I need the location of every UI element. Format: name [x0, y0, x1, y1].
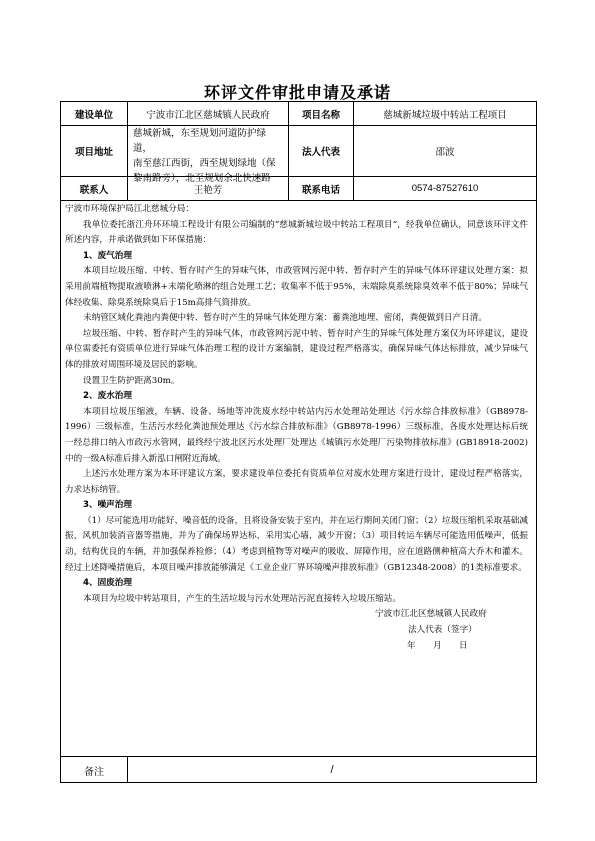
contact-value: 王艳芳: [193, 184, 223, 196]
project-location-line: 慈城新城，东至规划河道防护绿道，: [133, 128, 267, 154]
signature-legal-rep: 法人代表（签字）: [408, 625, 477, 636]
exhaust-paragraph: 设置卫生防护距离30m。: [83, 375, 180, 386]
legal-rep-value: 邵波: [435, 147, 455, 158]
exhaust-paragraph: 本项目垃圾压缩、中转、暂存时产生的异味气体，市政管网污泥中转、暂存时产生的异味气体环评建议处理方案：拟采用前端植物提取液喷淋+末端化喷淋的组合处理工艺；收集率不低于95%，末端除臭系统除臭效率不低于80%；异味气体经收集、除臭系统除臭后于15m高排气筒排放。: [65, 266, 528, 308]
section-heading-solid-waste: 4、固废治理: [83, 578, 132, 589]
exhaust-paragraph: 垃圾压缩、中转、暂存时产生的异味气体，市政管网污泥中转、暂存时产生的异味气体处理方案仅为环评建议，建设单位需委托有资质单位进行异味气体治理工程的设计方案编制，建设过程严格落实，确保异味气体达标排放，减少异味气体的排放对周围环境及居民的影响。: [65, 328, 528, 370]
section-heading-wastewater: 2、废水治理: [83, 391, 132, 402]
remarks-label: 备注: [84, 766, 104, 778]
date-month: 月: [433, 640, 442, 651]
document-title: 环评文件审批申请及承诺: [203, 83, 391, 102]
approval-form-table: [60, 101, 537, 783]
project-location-line: 黎南路旁），北至规划余北快速路: [133, 173, 271, 184]
section-heading-exhaust: 1、废气治理: [83, 250, 132, 261]
legal-rep-label: 法人代表: [301, 147, 340, 158]
project-name-label: 项目名称: [301, 109, 340, 121]
project-location-value: [128, 126, 288, 184]
signature-organization: 宁波市江北区慈城镇人民政府: [375, 609, 487, 620]
date-year: 年: [407, 640, 416, 651]
phone-label: 联系电话: [301, 184, 340, 196]
wastewater-paragraph: 本项目垃圾压缩液，车辆、设备、场地等冲洗废水经中转站内污水处理站处理达《污水综合排放标准》（GB8978-1996）三级标准，生活污水经化粪池预处理达《污水综合排放标准》（GB8978-1996）三级标准，各废水处理达标后统一经总排口纳入市政污水管网，最终经宁波北区污水处理厂处理达《城镇污水处理厂污染物排放标准》(GB18918-2002)中的一级A标准后排入新泓口闸附近海域。: [65, 406, 528, 464]
noise-paragraph: （1）尽可能选用功能好、噪音低的设备，且将设备安装于室内，并在运行期间关闭门窗；（2）垃圾压缩机采取基础减振，风机加装消音器等措施，并为了确保场界达标，采用实心墙，减少开窗；（3）项目转运车辆尽可能选用低噪声，低振动，结构优良的车辆，并加强保养检修；（4）考虑到植物等对噪声的吸收、屏障作用，应在道路侧种植高大乔木和灌木。经过上述降噪措施后，本项目噪声排放能够满足《工业企业厂界环境噪声排放标准》（GB12348-2008）的1类标准要求。: [65, 515, 528, 573]
section-heading-noise: 3、噪声治理: [83, 500, 132, 511]
construction-unit-label: 建设单位: [74, 109, 113, 121]
signature-date: [65, 639, 528, 655]
letter-salutation: 宁波市环境保护局江北慈城分局：: [65, 204, 194, 214]
commitment-letter: [61, 201, 536, 756]
solid-waste-paragraph: 本项目为垃圾中转站项目，产生的生活垃圾与污水处理站污泥直接转入垃圾压缩站。: [83, 593, 401, 604]
construction-unit-value: 宁波市江北区慈城镇人民政府: [146, 109, 270, 121]
project-name-value: 慈城新城垃圾中转站工程项目: [383, 109, 507, 121]
phone-value: 0574-87527610: [411, 183, 479, 194]
letter-intro: 我单位委托浙江舟环环境工程设计有限公司编制的“慈城新城垃圾中转站工程项目”，经我单位确认，同意该环评文件所述内容，并承诺做到如下环保措施：: [65, 219, 528, 246]
project-location-line: 南至慈江西街，西至规划绿地（保: [133, 158, 276, 169]
exhaust-paragraph: 未纳管区域化粪池内粪便中转、暂存时产生的异味气体处理方案：蓄粪池地埋、密闭，粪便做到日产日清。: [83, 313, 487, 324]
project-location-label: 项目地址: [74, 147, 113, 158]
date-day: 日: [459, 640, 468, 651]
contact-label: 联系人: [79, 184, 109, 196]
wastewater-paragraph: 上述污水处理方案为本环评建议方案，要求建设单位委托有资质单位对废水处理方案进行设计，建设过程严格落实，力求达标纳管。: [65, 469, 528, 495]
remarks-value: /: [330, 764, 334, 776]
